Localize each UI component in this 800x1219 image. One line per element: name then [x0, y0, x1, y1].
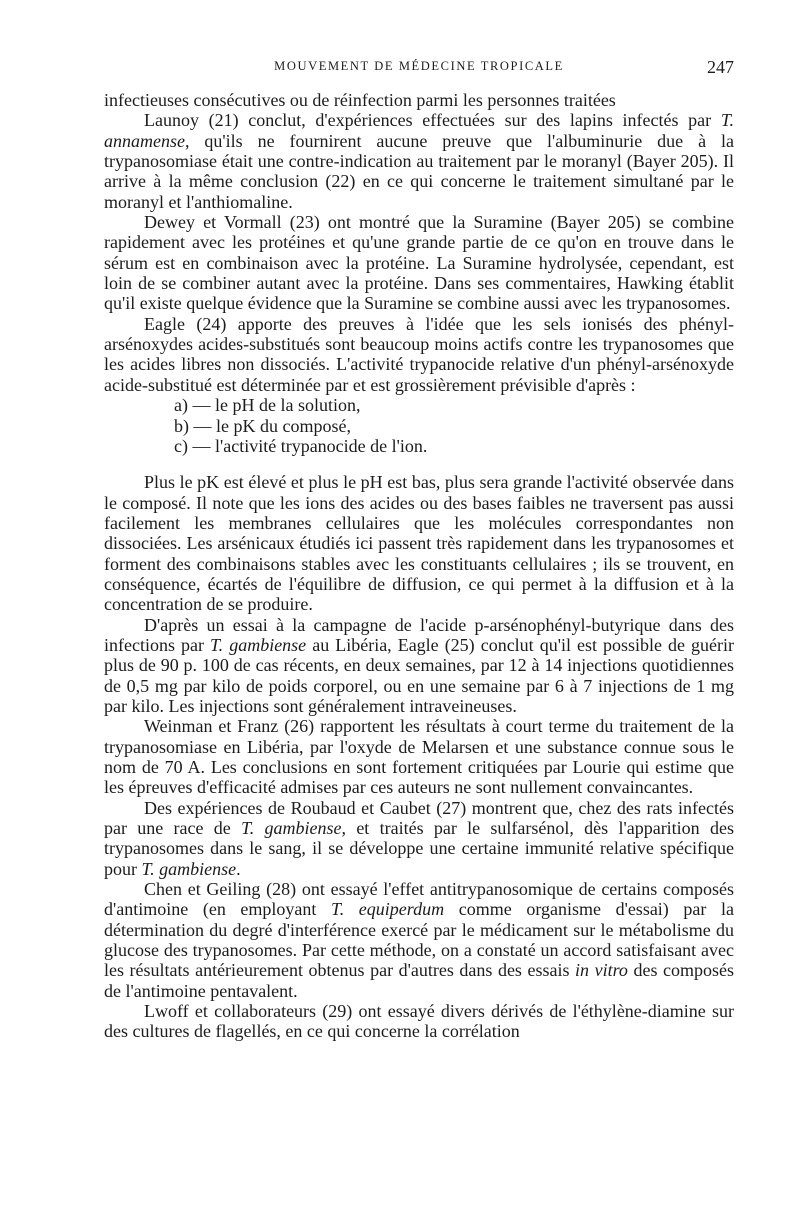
list-item: a) — le pH de la solution, — [174, 395, 361, 416]
body-text — [104, 90, 734, 1042]
page-header — [104, 57, 734, 77]
text-run: Chen et Geiling (28) ont essayé l'effet antitrypanosomique de certains composés d'antimoine (en employant — [104, 879, 734, 920]
paragraph — [104, 110, 734, 212]
paragraph: Dewey et Vormall (23) ont montré que la Suramine (Bayer 205) se combine rapidement avec les protéines et qu'une grande partie de ce qu'on en trouve dans le sérum est en combinaison avec la protéine. La Suramine hydrolysée, cependant, est loin de se combiner autant avec la protéine. Dans ses commentaires, Hawking établit qu'il existe quelque évidence que la Suramine se combine aussi avec les trypanosomes. — [104, 212, 734, 314]
text-run: comme organisme d'essai) par la détermination du degré d'interférence exercé par le médicament sur le métabolisme du glucose des trypanosomes. Par cette méthode, on a constaté un accord satisfaisant avec les résultats antérieurement obtenus par d'autres dans des essais — [104, 899, 734, 981]
page-number: 247 — [707, 57, 734, 77]
list-item: c) — l'activité trypanocide de l'ion. — [174, 435, 428, 456]
text-run: D'après un essai à la campagne de l'acide p-arsénophényl-butyrique dans des infections par — [104, 614, 734, 655]
paragraph: infectieuses consécutives ou de réinfection parmi les personnes traitées — [104, 90, 616, 110]
species-name: T. gambiense — [141, 858, 237, 879]
criteria-list — [104, 395, 734, 456]
paragraph — [104, 798, 734, 879]
latin-term: in vitro — [575, 960, 628, 981]
species-name: T. equiperdum — [331, 899, 445, 920]
paragraph: Plus le pK est élevé et plus le pH est bas, plus sera grande l'activité observée dans le composé. Il note que les ions des acides ou des bases faibles ne traversent pas aussi facilement les membranes cellulaires que les molécules correspondantes non dissociées. Les arsénicaux étudiés ici passent très rapidement dans les trypanosomes et forment des combinaisons stables avec les constituants cellulaires ; ils se trouvent, en conséquence, écartés de l'équilibre de diffusion, ce qui permet à la diffusion et à la concentration de se produire. — [104, 472, 734, 615]
text-run: , et traités par le sulfarsénol, dès l'apparition des trypanosomes dans le sang, il se développe une certaine immunité relative spécifique pour — [104, 818, 734, 879]
paragraph — [104, 879, 734, 1001]
species-name: T. gambiense — [241, 818, 342, 839]
list-item: b) — le pK du composé, — [174, 415, 351, 436]
text-run: , qu'ils ne fournirent aucune preuve que l'albuminurie due à la trypanosomiase était une contre-indication au traitement par le moranyl (Bayer 205). Il arrive à la même conclusion (22) en ce qui concerne le traitement simultané par le moranyl et l'anthiomaline. — [104, 130, 734, 212]
text-run: . — [236, 858, 241, 879]
running-head: MOUVEMENT DE MÉDECINE TROPICALE — [274, 59, 564, 73]
paragraph — [104, 615, 734, 717]
species-name: T. annamense — [104, 110, 734, 151]
paragraph: Weinman et Franz (26) rapportent les résultats à court terme du traitement de la trypanosomiase en Libéria, par l'oxyde de Melarsen et une substance connue sous le nom de 70 A. Les conclusions en sont fortement critiquées par Lourie qui estime que les épreuves d'efficacité admises par ces auteurs ne sont nullement convaincantes. — [104, 716, 734, 798]
paragraph: Lwoff et collaborateurs (29) ont essayé divers dérivés de l'éthylène-diamine sur des cultures de flagellés, en ce qui concerne la corrélation — [104, 1001, 734, 1042]
text-run: au Libéria, Eagle (25) conclut qu'il est possible de guérir plus de 90 p. 100 de cas récents, en deux semaines, par 12 à 14 injections quotidiennes de 0,5 mg par kilo de poids corporel, ou en une semaine par 6 à 7 injections de 1 mg par kilo. Les injections sont généralement intraveineuses. — [104, 634, 734, 716]
species-name: T. gambiense — [210, 634, 307, 655]
text-run: des composés de l'antimoine pentavalent. — [104, 960, 734, 1001]
paragraph: Eagle (24) apporte des preuves à l'idée que les sels ionisés des phényl-arsénoxydes acides-substitués sont beaucoup moins actifs contre les trypanosomes que les acides libres non dissociés. L'activité trypanocide relative d'un phényl-arsénoxyde acide-substitué est déterminée par et est grossièrement prévisible d'après : — [104, 313, 734, 395]
text-run: Des expériences de Roubaud et Caubet (27) montrent que, chez des rats infectés par une race de — [104, 797, 734, 839]
text-run: Launoy (21) conclut, d'expériences effectuées sur des lapins infectés par — [144, 110, 721, 131]
